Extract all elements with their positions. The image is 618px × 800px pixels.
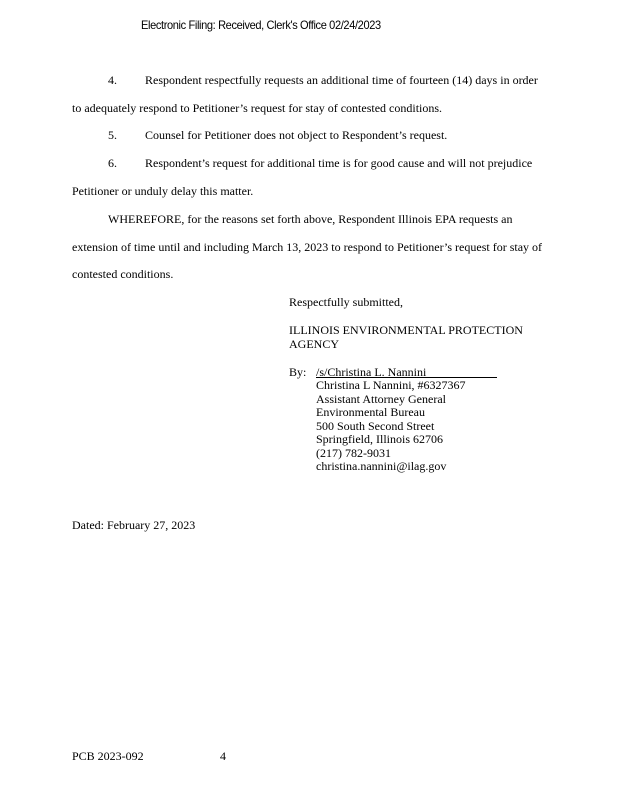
agency-name-line-1: ILLINOIS ENVIRONMENTAL PROTECTION (289, 323, 523, 337)
paragraph-5-number: 5. (108, 128, 117, 142)
wherefore-line-2: extension of time until and including March 13, 2023 to respond to Petitioner’s request for stay of (72, 240, 543, 254)
attorney-name: Christina L Nannini, #6327367 (316, 378, 466, 392)
case-number: PCB 2023-092 (72, 749, 144, 763)
closing-text: Respectfully submitted, (289, 295, 403, 309)
paragraph-4-line-1: Respondent respectfully requests an additional time of fourteen (14) days in order (145, 73, 538, 87)
attorney-details (316, 379, 466, 474)
wherefore-line-3: contested conditions. (72, 267, 174, 281)
attorney-bureau: Environmental Bureau (316, 405, 425, 419)
dated-line: Dated: February 27, 2023 (72, 518, 196, 532)
by-label: By: (289, 365, 307, 379)
electronic-signature: /s/Christina L. Nannini (316, 365, 427, 379)
paragraph-6-line-1: Respondent’s request for additional time is for good cause and will not prejudice (145, 156, 533, 170)
paragraph-6-line-2: Petitioner or unduly delay this matter. (72, 184, 254, 198)
attorney-title: Assistant Attorney General (316, 391, 446, 406)
agency-name-line-2: AGENCY (289, 337, 339, 351)
attorney-email: christina.nannini@ilag.gov (316, 459, 447, 473)
page-number: 4 (220, 749, 226, 763)
attorney-street: 500 South Second Street (316, 418, 435, 433)
attorney-phone: (217) 782-9031 (316, 445, 391, 460)
paragraph-6-number: 6. (108, 156, 117, 170)
filing-stamp: Electronic Filing: Received, Clerk's Office 02/24/2023 (141, 18, 381, 32)
wherefore-line-1: WHEREFORE, for the reasons set forth above, Respondent Illinois EPA requests an (108, 212, 513, 226)
paragraph-4-line-2: to adequately respond to Petitioner’s request for stay of contested conditions. (72, 101, 443, 115)
paragraph-5-line-1: Counsel for Petitioner does not object to Respondent’s request. (145, 128, 448, 142)
attorney-city: Springfield, Illinois 62706 (316, 432, 443, 446)
paragraph-4-number: 4. (108, 73, 117, 87)
